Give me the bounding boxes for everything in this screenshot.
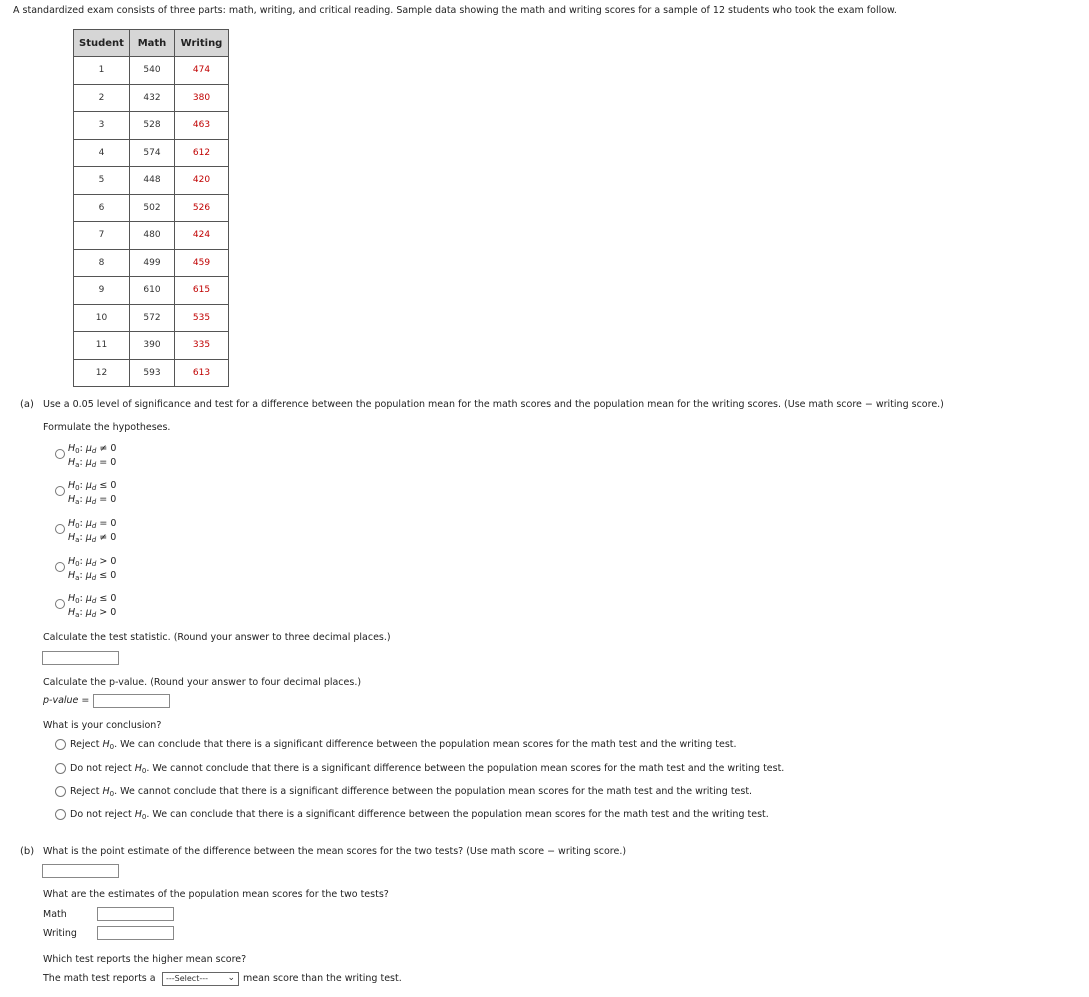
- writing-cell: 463: [175, 112, 229, 140]
- h0-relation: ≤ 0: [99, 593, 117, 604]
- table-header: Math: [130, 30, 175, 57]
- hypothesis-option: $H_0$: $\mu_d \le 0$ $H_a$: $\mu_d = 0$: [68, 480, 117, 506]
- hypothesis-option: $H_0$: $\mu_d > 0$ $H_a$: $\mu_d \le 0$: [68, 556, 117, 582]
- writing-cell: 612: [175, 139, 229, 167]
- hypothesis-radio[interactable]: [55, 524, 65, 534]
- pvalue-label: p-value =: [43, 695, 90, 706]
- student-cell: 11: [74, 332, 130, 360]
- conclusion-option: Do not reject $H_0$. We cannot conclude that there is a significant difference between the population mean scores for the math test and the writing test.: [70, 763, 785, 775]
- writing-cell: 535: [175, 304, 229, 332]
- conclusion-statement: . We can conclude that there is a significant difference between the population mean scores for the math test and the writing test.: [146, 809, 769, 820]
- math-cell: 574: [130, 139, 175, 167]
- writing-cell: 335: [175, 332, 229, 360]
- math-reports-text: The math test reports a: [43, 973, 156, 984]
- student-cell: 7: [74, 222, 130, 250]
- student-cell: 4: [74, 139, 130, 167]
- math-cell: 572: [130, 304, 175, 332]
- student-cell: 1: [74, 57, 130, 85]
- h0-relation: ≤ 0: [99, 480, 117, 491]
- chevron-down-icon: ⌄: [227, 973, 235, 983]
- math-cell: 502: [130, 194, 175, 222]
- higher-lower-select[interactable]: [162, 972, 239, 986]
- higher-prompt: Which test reports the higher mean score?: [43, 954, 247, 965]
- table-row: [74, 167, 229, 195]
- point-estimate-input[interactable]: [42, 864, 119, 878]
- pvalue-input[interactable]: [93, 694, 170, 708]
- writing-cell: 613: [175, 359, 229, 387]
- hypothesis-option: $H_0$: $\mu_d \le 0$ $H_a$: $\mu_d > 0$: [68, 593, 117, 619]
- conclusion-radio[interactable]: [55, 739, 66, 750]
- conclusion-radio[interactable]: [55, 809, 66, 820]
- student-cell: 5: [74, 167, 130, 195]
- math-cell: 528: [130, 112, 175, 140]
- table-row: [74, 249, 229, 277]
- intro-text: A standardized exam consists of three parts: math, writing, and critical reading. Sample data showing the math and writing scores for a sample of 12 students who took the exam follow.: [13, 5, 897, 16]
- table-row: [74, 194, 229, 222]
- writing-cell: 474: [175, 57, 229, 85]
- conclusion-decision: Reject: [70, 786, 100, 797]
- table-row: [74, 304, 229, 332]
- math-cell: 593: [130, 359, 175, 387]
- part-b-text: What is the point estimate of the difference between the mean scores for the two tests? (Use math score − writing score.): [43, 846, 627, 857]
- student-cell: 10: [74, 304, 130, 332]
- math-cell: 480: [130, 222, 175, 250]
- writing-cell: 424: [175, 222, 229, 250]
- writing-cell: 615: [175, 277, 229, 305]
- test-stat-prompt: Calculate the test statistic. (Round your answer to three decimal places.): [43, 632, 391, 643]
- student-cell: 12: [74, 359, 130, 387]
- ha-relation: > 0: [99, 607, 117, 618]
- table-row: [74, 112, 229, 140]
- writing-estimate-input[interactable]: [97, 926, 174, 940]
- part-a-text: Use a 0.05 level of significance and test for a difference between the population mean for the math scores and the population mean for the writing scores. (Use math score − writing score.): [43, 399, 944, 410]
- ha-relation: = 0: [99, 457, 117, 468]
- student-cell: 3: [74, 112, 130, 140]
- student-cell: 6: [74, 194, 130, 222]
- conclusion-decision: Do not reject: [70, 809, 132, 820]
- math-estimate-input[interactable]: [97, 907, 174, 921]
- estimates-prompt: What are the estimates of the population mean scores for the two tests?: [43, 889, 389, 900]
- conclusion-option: Reject $H_0$. We cannot conclude that there is a significant difference between the population mean scores for the math test and the writing test.: [70, 786, 753, 798]
- test-stat-input[interactable]: [42, 651, 119, 665]
- student-cell: 8: [74, 249, 130, 277]
- conclusion-decision: Do not reject: [70, 763, 132, 774]
- writing-cell: 526: [175, 194, 229, 222]
- pvalue-prompt: [43, 677, 361, 688]
- writing-cell: 420: [175, 167, 229, 195]
- conclusion-option: Reject $H_0$. We can conclude that there is a significant difference between the population mean scores for the math test and the writing test.: [70, 739, 737, 751]
- scores-table: [73, 29, 229, 387]
- hypothesis-option: $H_0$: $\mu_d = 0$ $H_a$: $\mu_d \ne 0$: [68, 518, 117, 544]
- math-cell: 432: [130, 84, 175, 112]
- hypothesis-option: $H_0$: $\mu_d \ne 0$ $H_a$: $\mu_d = 0$: [68, 443, 117, 469]
- ha-relation: ≠ 0: [99, 532, 117, 543]
- math-cell: 390: [130, 332, 175, 360]
- student-cell: 9: [74, 277, 130, 305]
- select-value: ---Select---: [166, 974, 208, 983]
- student-cell: 2: [74, 84, 130, 112]
- math-estimate-label: Math: [43, 909, 67, 920]
- math-cell: 448: [130, 167, 175, 195]
- formulate-label: Formulate the hypotheses.: [43, 422, 171, 433]
- h0-relation: ≠ 0: [99, 443, 117, 454]
- h0-relation: > 0: [99, 556, 117, 567]
- table-row: [74, 139, 229, 167]
- math-cell: 610: [130, 277, 175, 305]
- table-row: [74, 222, 229, 250]
- writing-cell: 459: [175, 249, 229, 277]
- table-row: [74, 332, 229, 360]
- conclusion-radio[interactable]: [55, 786, 66, 797]
- conclusion-statement: . We can conclude that there is a significant difference between the population mean scores for the math test and the writing test.: [114, 739, 737, 750]
- conclusion-statement: . We cannot conclude that there is a significant difference between the population mean scores for the math test and the writing test.: [114, 786, 753, 797]
- h0-relation: = 0: [99, 518, 117, 529]
- select-tail-text: mean score than the writing test.: [243, 973, 402, 984]
- pvalue-prompt-text: Calculate the p-value. (Round your answer to four decimal places.): [43, 677, 362, 688]
- math-cell: 540: [130, 57, 175, 85]
- table-header: Student: [74, 30, 130, 57]
- table-header: Writing: [175, 30, 229, 57]
- part-a-label: (a): [20, 399, 34, 410]
- table-row: [74, 277, 229, 305]
- table-row: [74, 359, 229, 387]
- hypothesis-radio[interactable]: [55, 449, 65, 459]
- table-row: [74, 57, 229, 85]
- conclusion-radio[interactable]: [55, 763, 66, 774]
- math-cell: 499: [130, 249, 175, 277]
- ha-relation: = 0: [99, 494, 117, 505]
- hypothesis-radio[interactable]: [55, 486, 65, 496]
- conclusion-statement: . We cannot conclude that there is a significant difference between the population mean scores for the math test and the writing test.: [146, 763, 785, 774]
- ha-relation: ≤ 0: [99, 570, 117, 581]
- conclusion-option: Do not reject $H_0$. We can conclude that there is a significant difference between the population mean scores for the math test and the writing test.: [70, 809, 769, 821]
- hypothesis-radio[interactable]: [55, 562, 65, 572]
- writing-cell: 380: [175, 84, 229, 112]
- part-b-label: (b): [20, 846, 35, 857]
- conclusion-prompt: What is your conclusion?: [43, 720, 162, 731]
- writing-estimate-label: Writing: [43, 928, 77, 939]
- conclusion-decision: Reject: [70, 739, 100, 750]
- hypothesis-radio[interactable]: [55, 599, 65, 609]
- table-row: [74, 84, 229, 112]
